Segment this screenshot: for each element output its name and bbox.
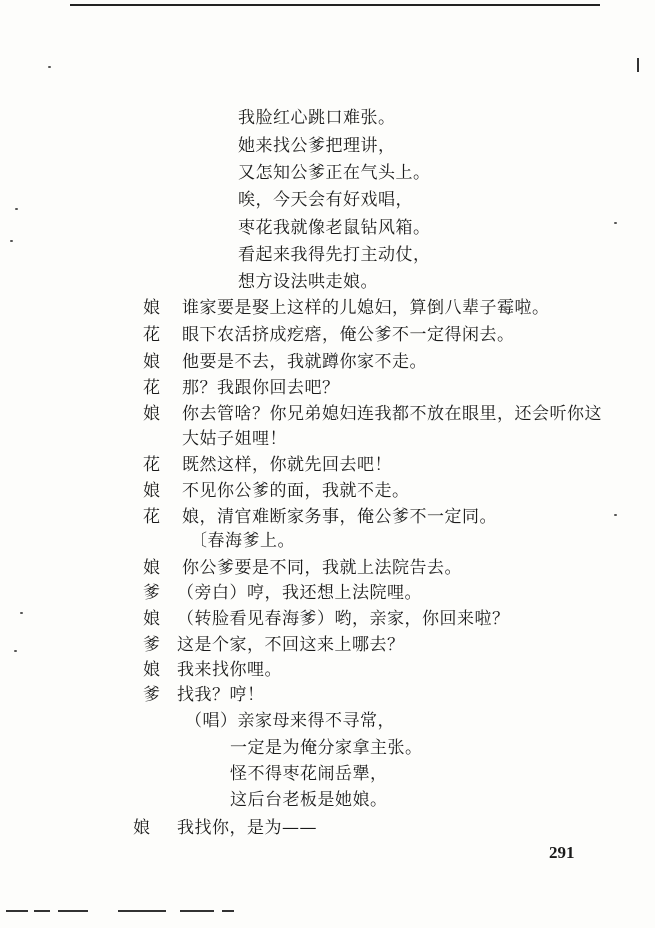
- verse-line: 怪不得枣花闹岳犟，: [230, 764, 388, 784]
- scan-dash: [222, 910, 234, 912]
- verse-line: 一定是为俺分家拿主张。: [230, 738, 423, 758]
- speaker-label: 娘: [143, 481, 160, 501]
- scan-speck: [614, 222, 617, 224]
- speaker-label: 娘: [143, 298, 160, 318]
- speaker-label: 花: [143, 378, 160, 398]
- verse-line: 我脸红心跳口难张。: [238, 108, 396, 128]
- verse-line: （唱）亲家母来得不寻常，: [185, 711, 395, 731]
- scan-speck: [20, 612, 23, 614]
- speaker-label: 花: [143, 507, 160, 527]
- dialogue-line: 你去管啥？你兄弟媳妇连我都不放在眼里，还会听你这: [182, 404, 602, 424]
- speaker-label: 娘: [133, 818, 150, 838]
- dialogue-line: （旁白）哼，我还想上法院哩。: [177, 583, 422, 603]
- verse-line: 她来找公爹把理讲，: [238, 136, 396, 156]
- scan-dash: [58, 910, 88, 912]
- dialogue-line: 他要是不去，我就蹲你家不走。: [182, 352, 427, 372]
- speaker-label: 爹: [143, 635, 160, 655]
- verse-line: 〔春海爹上。: [190, 531, 295, 551]
- speaker-label: 花: [143, 325, 160, 345]
- dialogue-line: 我来找你哩。: [177, 660, 282, 680]
- speaker-label: 爹: [143, 685, 160, 705]
- dialogue-line: 那？我跟你回去吧？: [182, 378, 340, 398]
- dialogue-line: （转脸看见春海爹）哟，亲家，你回来啦？: [177, 609, 510, 629]
- scan-speck: [614, 514, 617, 516]
- speaker-label: 爹: [143, 583, 160, 603]
- top-rule: [70, 4, 600, 6]
- scan-speck: [14, 650, 17, 652]
- speaker-label: 娘: [143, 558, 160, 578]
- verse-line: 这后台老板是她娘。: [230, 790, 388, 810]
- dialogue-line: 你公爹要是不同，我就上法院告去。: [182, 558, 462, 578]
- scan-dash: [180, 910, 214, 912]
- dialogue-line: 娘，清官难断家务事，俺公爹不一定同。: [182, 507, 497, 527]
- speaker-label: 娘: [143, 609, 160, 629]
- dialogue-line: 不见你公爹的面，我就不走。: [182, 481, 410, 501]
- speaker-label: 花: [143, 455, 160, 475]
- dialogue-line: 找我？哼！: [177, 685, 265, 705]
- verse-line: 唉，今天会有好戏唱，: [238, 190, 413, 210]
- dialogue-line: 既然这样，你就先回去吧！: [182, 455, 392, 475]
- dialogue-line: 这是个家，不回这来上哪去？: [177, 635, 405, 655]
- dialogue-line: 谁家要是娶上这样的儿媳妇，算倒八辈子霉啦。: [182, 298, 550, 318]
- speaker-label: 娘: [143, 404, 160, 424]
- scan-dash: [34, 910, 50, 912]
- speaker-label: 娘: [143, 352, 160, 372]
- verse-line: 想方设法哄走娘。: [238, 272, 378, 292]
- speaker-label: 娘: [143, 660, 160, 680]
- verse-line: 又怎知公爹正在气头上。: [238, 163, 431, 183]
- verse-line: 看起来我得先打主动仗，: [238, 245, 431, 265]
- dialogue-line: 眼下农活挤成疙瘩，俺公爹不一定得闲去。: [182, 325, 515, 345]
- verse-line: 枣花我就像老鼠钻风箱。: [238, 218, 431, 238]
- margin-mark: [637, 58, 639, 72]
- scan-dash: [6, 910, 28, 912]
- scan-speck: [48, 66, 51, 68]
- dialogue-line: 我找你，是为——: [177, 818, 317, 838]
- scan-speck: [15, 208, 18, 210]
- scan-dash: [118, 910, 166, 912]
- verse-line: 大姑子姐哩！: [182, 429, 287, 449]
- scan-speck: [10, 240, 13, 242]
- page-number: 291: [549, 843, 575, 862]
